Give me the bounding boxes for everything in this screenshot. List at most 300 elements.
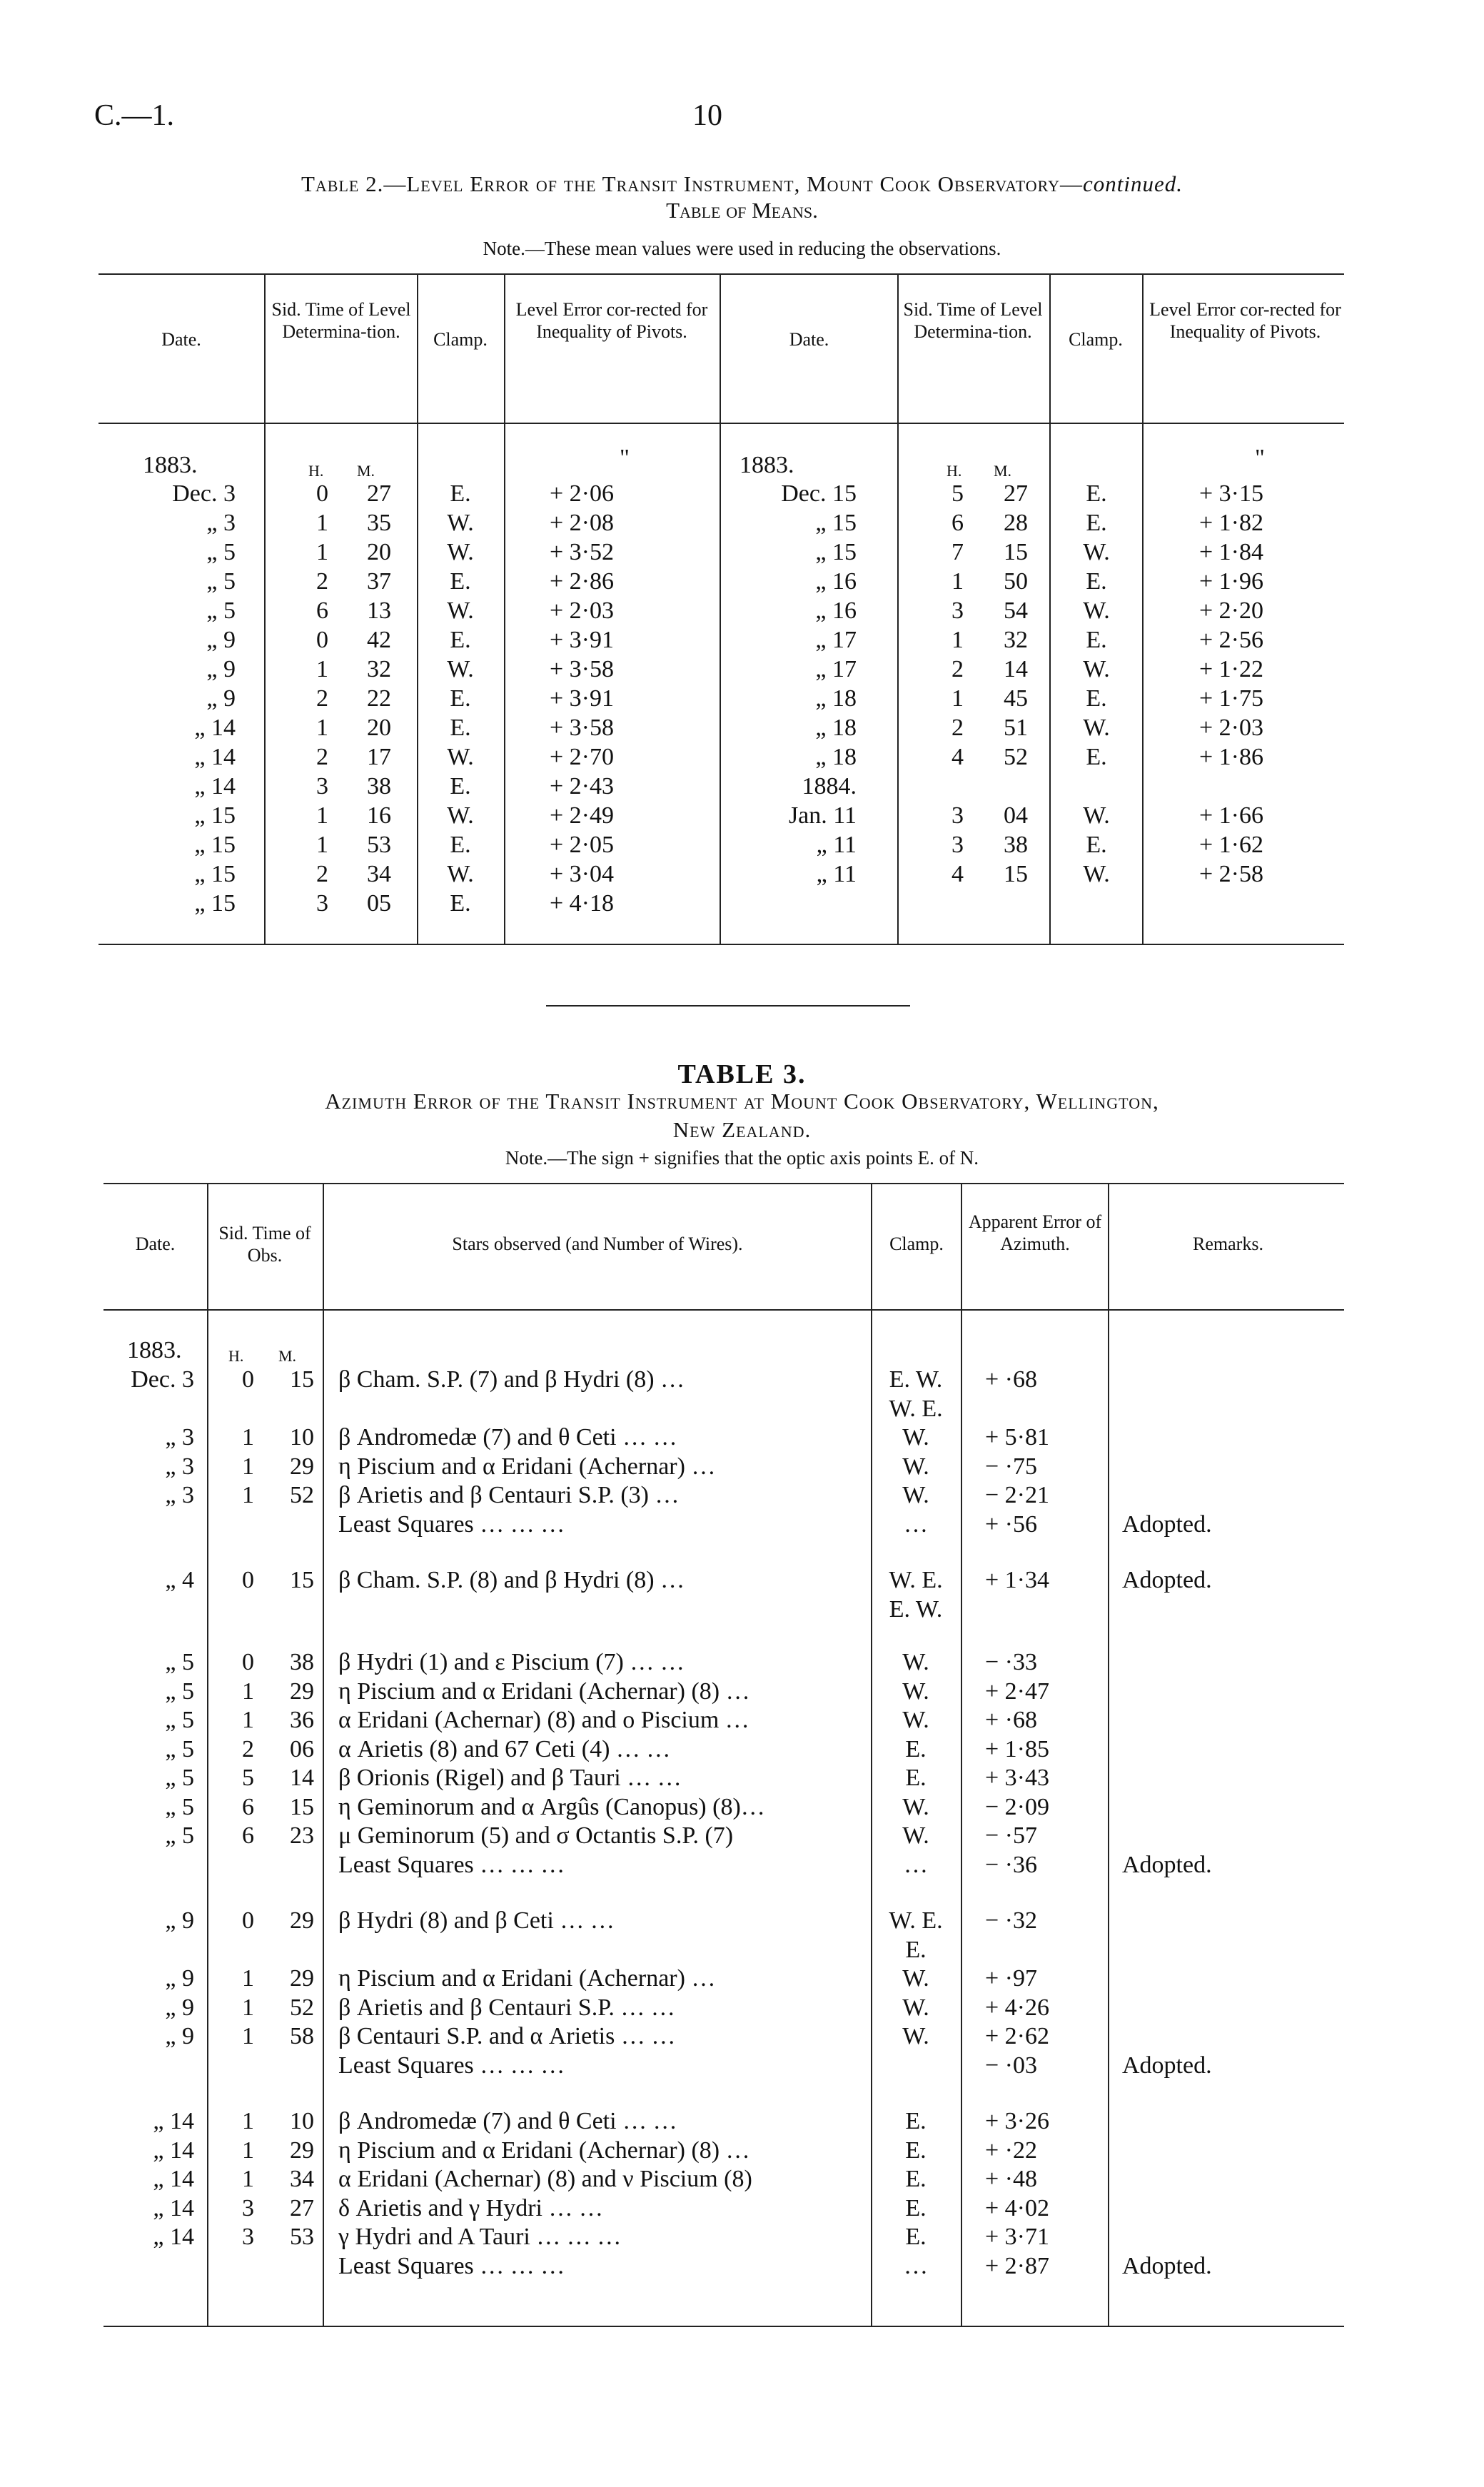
table3-row-minutes: 10 <box>290 2108 314 2134</box>
table3-row-hours: 1 <box>242 1453 254 1480</box>
table2-header-sid-time: Sid. Time of Level Determina-tion. <box>903 299 1043 342</box>
table2-row-clamp: W. <box>1083 597 1110 624</box>
table2-row-minutes: 37 <box>367 568 391 595</box>
table3-row-minutes: 06 <box>290 1735 314 1762</box>
table3-row-date: „ 14 <box>153 2224 194 2250</box>
table2-row-minutes: 35 <box>367 510 391 536</box>
table3-row-stars: β Andromedæ (7) and θ Ceti … … <box>338 2108 677 2134</box>
table3-row-clamp: E. <box>905 1765 927 1791</box>
table2-row-level-error: + 2·70 <box>550 744 614 770</box>
table3-row-apparent-error: − 2·09 <box>985 1793 1049 1820</box>
table3-row-stars: η Piscium and α Eridani (Achernar) … <box>338 1965 716 1992</box>
table2-divider <box>417 273 418 944</box>
table2-row-hours: 2 <box>952 656 964 682</box>
table2-row-date: „ 16 <box>815 597 857 624</box>
table3-row-minutes: 29 <box>290 1965 314 1992</box>
table2-row-date: „ 15 <box>815 539 857 565</box>
table2-row-minutes: 22 <box>367 685 391 712</box>
table2-divider <box>1049 273 1051 944</box>
table3-row-apparent-error: + ·56 <box>985 1510 1037 1538</box>
table3-row-date: „ 5 <box>165 1765 194 1791</box>
table2-row-level-error: + 2·03 <box>550 597 614 624</box>
table3-unit-minutes: M. <box>278 1347 297 1365</box>
table2-row-minutes: 15 <box>1004 861 1028 887</box>
table2-unit-seconds: " <box>1255 445 1265 471</box>
table2-row-level-error: + 1·82 <box>1199 510 1263 536</box>
table2-row-level-error: + 3·91 <box>550 685 614 712</box>
table2-row-minutes: 05 <box>367 890 391 917</box>
table3-row-apparent-error: + 2·87 <box>985 2252 1049 2279</box>
table3-row-clamp: E. <box>905 1936 927 1963</box>
table3-header-date: Date. <box>135 1234 176 1254</box>
table2-year: 1883. <box>143 452 198 478</box>
table3-title: TABLE 3. <box>677 1059 807 1089</box>
table3-row-clamp: W. <box>902 1424 929 1451</box>
table3-row-minutes: 23 <box>290 1822 314 1849</box>
table3-row-date: „ 9 <box>165 1994 194 2021</box>
table2-row-clamp: W. <box>1083 656 1110 682</box>
table3-row-clamp: E. <box>905 2166 927 2192</box>
table3-row-stars: η Piscium and α Eridani (Achernar) … <box>338 1453 716 1480</box>
table2-row-level-error: + 2·43 <box>550 773 614 799</box>
table3-row-clamp: W. <box>902 2023 929 2049</box>
table3-row-apparent-error: + 2·62 <box>985 2023 1049 2049</box>
table3-top-rule <box>104 1183 1344 1184</box>
table2-row-level-error: + 1·75 <box>1199 685 1263 712</box>
table3-row-minutes: 58 <box>290 2023 314 2049</box>
table2-row-level-error: + 2·03 <box>1199 715 1263 741</box>
table2-row-level-error: + 2·86 <box>550 568 614 595</box>
table2-title-suffix: continued. <box>1083 171 1183 196</box>
table3-row-date: „ 5 <box>165 1735 194 1762</box>
table2-row-clamp: E. <box>1086 832 1107 858</box>
table3-row-remark: Adopted. <box>1122 1851 1212 1878</box>
table3-row-minutes: 29 <box>290 1453 314 1480</box>
table2-row-level-error: + 3·91 <box>550 627 614 653</box>
table2-divider <box>1142 273 1144 944</box>
table2-row-level-error: + 2·05 <box>550 832 614 858</box>
table3-row-minutes: 29 <box>290 1907 314 1934</box>
table2-row-minutes: 13 <box>367 597 391 624</box>
table3-row-apparent-error: + 1·85 <box>985 1735 1049 1762</box>
table2-row-date: „ 5 <box>206 597 236 624</box>
table3-row-apparent-error: + 1·34 <box>985 1567 1049 1593</box>
table3-row-clamp: W. <box>902 1994 929 2021</box>
table2-title-prefix: Table 2.—Level Error of the Transit Instrument, Mount Cook Observatory— <box>301 171 1084 196</box>
table2-row-date: Dec. 3 <box>172 480 236 507</box>
table3-row-minutes: 53 <box>290 2224 314 2250</box>
table2-row-clamp: W. <box>447 861 474 887</box>
table3-row-minutes: 15 <box>290 1567 314 1593</box>
table2-row-level-error: + 2·49 <box>550 802 614 829</box>
table3-row-minutes: 14 <box>290 1765 314 1791</box>
table2-row-minutes: 14 <box>1004 656 1028 682</box>
table3-row-apparent-error: + ·68 <box>985 1707 1037 1733</box>
table2-row-clamp: W. <box>447 597 474 624</box>
table2-row-hours: 1 <box>316 539 328 565</box>
table3-row-date: „ 5 <box>165 1649 194 1675</box>
table2-row-clamp: W. <box>1083 539 1110 565</box>
table3-header-apparent-error: Apparent Error of Azimuth. <box>968 1211 1102 1254</box>
table3-row-date: „ 9 <box>165 2023 194 2049</box>
table2-row-clamp: E. <box>450 773 471 799</box>
table2-row-hours: 5 <box>952 480 964 507</box>
table3-row-stars: η Geminorum and α Argûs (Canopus) (8)… <box>338 1793 765 1820</box>
table2-row-hours: 3 <box>952 802 964 829</box>
table3-divider <box>1108 1183 1109 2326</box>
table2-row-clamp: W. <box>447 656 474 682</box>
table3-row-hours: 3 <box>242 2194 254 2221</box>
table2-row-clamp: W. <box>1083 715 1110 741</box>
table2-row-hours: 1 <box>316 715 328 741</box>
table2-row-date: „ 9 <box>206 685 236 712</box>
table2-divider <box>504 273 505 944</box>
table3-row-apparent-error: − ·36 <box>985 1851 1037 1878</box>
table2-row-minutes: 20 <box>367 715 391 741</box>
table3-row-apparent-error: + 3·26 <box>985 2108 1049 2134</box>
table2-row-clamp: E. <box>450 568 471 595</box>
table2-row-date: 1884. <box>802 773 857 799</box>
table2-row-minutes: 27 <box>1004 480 1028 507</box>
table2-row-level-error: + 1·96 <box>1199 568 1263 595</box>
table2-row-date: „ 5 <box>206 539 236 565</box>
table3-row-stars: β Arietis and β Centauri S.P. … … <box>338 1994 675 2021</box>
table2-row-hours: 1 <box>952 568 964 595</box>
table2-row-level-error: + 3·04 <box>550 861 614 887</box>
table2-row-hours: 3 <box>316 890 328 917</box>
table3-row-date: „ 5 <box>165 1793 194 1820</box>
table2-row-date: Jan. 11 <box>788 802 857 829</box>
table3-row-date: „ 4 <box>165 1567 194 1593</box>
table3-row-clamp: W. <box>902 1707 929 1733</box>
table2-row-date: „ 9 <box>206 656 236 682</box>
table2-row-date: „ 17 <box>815 627 857 653</box>
table2-row-hours: 7 <box>952 539 964 565</box>
table3-row-apparent-error: − 2·21 <box>985 1482 1049 1508</box>
table3-row-clamp: W. <box>902 1482 929 1508</box>
table2-row-date: „ 15 <box>815 510 857 536</box>
table2-header-level-error: Level Error cor-rected for Inequality of Pivots. <box>515 299 708 342</box>
table3-row-stars: η Piscium and α Eridani (Achernar) (8) … <box>338 2137 750 2164</box>
table2-row-minutes: 17 <box>367 744 391 770</box>
table3-row-date: „ 14 <box>153 2194 194 2221</box>
table2-row-minutes: 42 <box>367 627 391 653</box>
table3-row-stars: Least Squares … … … <box>338 1851 565 1878</box>
table2-row-hours: 1 <box>316 832 328 858</box>
table3-row-date: „ 14 <box>153 2166 194 2192</box>
table3-row-clamp: E. W. <box>889 1595 943 1623</box>
table2-row-minutes: 45 <box>1004 685 1028 712</box>
table3-row-apparent-error: + ·48 <box>985 2166 1037 2192</box>
table2-row-hours: 0 <box>316 627 328 653</box>
table2-row-minutes: 04 <box>1004 802 1028 829</box>
table3-row-hours: 0 <box>242 1366 254 1393</box>
table3-row-apparent-error: + 5·81 <box>985 1424 1049 1451</box>
table2-row-hours: 6 <box>316 597 328 624</box>
table3-row-stars: β Orionis (Rigel) and β Tauri … … <box>338 1765 682 1791</box>
table3-row-clamp: … <box>904 1510 928 1538</box>
table2-header-sid-time: Sid. Time of Level Determina-tion. <box>271 299 411 342</box>
table3-row-hours: 1 <box>242 1707 254 1733</box>
table3-row-hours: 1 <box>242 1678 254 1705</box>
table2-bottom-rule <box>99 944 1344 945</box>
table2-unit-minutes: M. <box>357 462 375 480</box>
table3-row-minutes: 27 <box>290 2194 314 2221</box>
table2-row-minutes: 27 <box>367 480 391 507</box>
table3-row-apparent-error: + 3·71 <box>985 2224 1049 2250</box>
table2-header-rule <box>99 423 1344 424</box>
table3-row-stars: β Arietis and β Centauri S.P. (3) … <box>338 1482 680 1508</box>
table3-row-stars: α Arietis (8) and 67 Ceti (4) … … <box>338 1735 671 1762</box>
table3-divider <box>323 1183 324 2326</box>
table3-row-clamp: W. <box>902 1793 929 1820</box>
table3-row-minutes: 15 <box>290 1793 314 1820</box>
table2-row-hours: 4 <box>952 861 964 887</box>
table3-row-date: Dec. 3 <box>131 1366 194 1393</box>
table2-row-level-error: + 1·84 <box>1199 539 1263 565</box>
table3-row-clamp: W. <box>902 1965 929 1992</box>
table2-row-level-error: + 1·62 <box>1199 832 1263 858</box>
table2-header-date: Date. <box>161 329 201 350</box>
table2-row-minutes: 34 <box>367 861 391 887</box>
table2-row-hours: 1 <box>316 656 328 682</box>
table2-row-hours: 2 <box>316 744 328 770</box>
table2-row-date: „ 15 <box>194 832 236 858</box>
table2-row-date: „ 15 <box>194 890 236 917</box>
table2-row-date: „ 17 <box>815 656 857 682</box>
table2-row-clamp: E. <box>1086 480 1107 507</box>
table3-row-clamp: E. <box>905 2137 927 2164</box>
table2-row-hours: 1 <box>316 802 328 829</box>
table3-row-remark: Adopted. <box>1122 1567 1212 1593</box>
table2-row-minutes: 15 <box>1004 539 1028 565</box>
table3-row-hours: 3 <box>242 2224 254 2250</box>
table3-row-clamp: E. <box>905 2108 927 2134</box>
table2-row-clamp: E. <box>1086 744 1107 770</box>
table3-row-clamp: W. <box>902 1678 929 1705</box>
table2-row-clamp: W. <box>447 539 474 565</box>
table3-row-hours: 1 <box>242 1965 254 1992</box>
table2-row-date: „ 5 <box>206 568 236 595</box>
table3-row-apparent-error: − ·33 <box>985 1649 1037 1675</box>
table2-row-clamp: W. <box>1083 802 1110 829</box>
table2-row-minutes: 52 <box>1004 744 1028 770</box>
table3-row-stars: η Piscium and α Eridani (Achernar) (8) … <box>338 1678 750 1705</box>
table3-row-stars: β Cham. S.P. (7) and β Hydri (8) … <box>338 1366 685 1393</box>
table3-row-apparent-error: + 4·02 <box>985 2194 1049 2221</box>
table2-row-clamp: W. <box>447 744 474 770</box>
table2-row-date: „ 14 <box>194 715 236 741</box>
table2-row-clamp: E. <box>450 480 471 507</box>
table3-row-stars: δ Arietis and γ Hydri … … <box>338 2194 603 2221</box>
table2-row-level-error: + 2·58 <box>1199 861 1263 887</box>
table3-row-minutes: 15 <box>290 1366 314 1393</box>
table2-row-date: „ 14 <box>194 773 236 799</box>
table3-row-stars: μ Geminorum (5) and σ Octantis S.P. (7) <box>338 1822 734 1849</box>
table2-row-level-error: + 4·18 <box>550 890 614 917</box>
table2-row-hours: 6 <box>952 510 964 536</box>
table2-row-minutes: 53 <box>367 832 391 858</box>
table3-row-date: „ 14 <box>153 2108 194 2134</box>
table2-row-hours: 4 <box>952 744 964 770</box>
table3-row-stars: α Eridani (Achernar) (8) and ν Piscium (8) <box>338 2166 752 2192</box>
table3-row-minutes: 29 <box>290 2137 314 2164</box>
table3-row-hours: 1 <box>242 1994 254 2021</box>
table3-divider <box>207 1183 208 2326</box>
table2-row-level-error: + 1·86 <box>1199 744 1263 770</box>
table2-row-date: „ 15 <box>194 802 236 829</box>
table3-row-apparent-error: + ·68 <box>985 1366 1037 1393</box>
table3-header-rule <box>104 1309 1344 1311</box>
table2-row-clamp: W. <box>447 510 474 536</box>
table3-row-stars: Least Squares … … … <box>338 1510 565 1538</box>
table2-row-clamp: E. <box>1086 568 1107 595</box>
table2-row-minutes: 50 <box>1004 568 1028 595</box>
table2-header-clamp: Clamp. <box>1069 329 1123 350</box>
table2-row-hours: 2 <box>316 568 328 595</box>
table3-row-hours: 6 <box>242 1793 254 1820</box>
table3-row-minutes: 10 <box>290 1424 314 1451</box>
table3-row-hours: 0 <box>242 1567 254 1593</box>
table2-row-clamp: E. <box>450 832 471 858</box>
table3-row-minutes: 38 <box>290 1649 314 1675</box>
table3-row-minutes: 52 <box>290 1994 314 2021</box>
table3-row-stars: β Centauri S.P. and α Arietis … … <box>338 2023 676 2049</box>
table2-row-minutes: 51 <box>1004 715 1028 741</box>
table3-bottom-rule <box>104 2326 1344 2327</box>
table3-row-stars: γ Hydri and A Tauri … … … <box>338 2224 622 2250</box>
table2-row-level-error: + 1·66 <box>1199 802 1263 829</box>
table3-row-clamp: W. E. <box>889 1907 943 1934</box>
table2-unit-seconds: " <box>620 445 630 471</box>
table3-row-clamp: … <box>904 2252 928 2279</box>
table2-year: 1883. <box>740 452 794 478</box>
table3-row-hours: 0 <box>242 1649 254 1675</box>
table2-row-hours: 0 <box>316 480 328 507</box>
table2-row-clamp: E. <box>1086 510 1107 536</box>
table3-row-date: „ 3 <box>165 1482 194 1508</box>
table2-header-clamp: Clamp. <box>433 329 488 350</box>
table2-row-date: Dec. 15 <box>781 480 857 507</box>
table3-row-minutes: 29 <box>290 1678 314 1705</box>
table3-row-hours: 1 <box>242 2108 254 2134</box>
table3-row-clamp: W. E. <box>889 1567 943 1593</box>
table3-header-remarks: Remarks. <box>1193 1234 1263 1254</box>
table3-row-hours: 0 <box>242 1907 254 1934</box>
table2-row-minutes: 28 <box>1004 510 1028 536</box>
table3-header-stars: Stars observed (and Number of Wires). <box>452 1234 743 1254</box>
table3-subtitle-line1: Azimuth Error of the Transit Instrument at Mount Cook Observatory, Wellington, <box>325 1089 1159 1114</box>
table2-row-level-error: + 2·08 <box>550 510 614 536</box>
table3-row-remark: Adopted. <box>1122 1510 1212 1538</box>
table3-row-date: „ 5 <box>165 1822 194 1849</box>
table3-row-apparent-error: + 3·43 <box>985 1765 1049 1791</box>
page-number: 10 <box>692 99 722 132</box>
table3-row-minutes: 36 <box>290 1707 314 1733</box>
table3-row-date: „ 5 <box>165 1707 194 1733</box>
table2-row-date: „ 18 <box>815 715 857 741</box>
table3-row-clamp: W. <box>902 1453 929 1480</box>
table3-row-apparent-error: + 2·47 <box>985 1678 1049 1705</box>
table3-row-hours: 6 <box>242 1822 254 1849</box>
table2-row-minutes: 38 <box>367 773 391 799</box>
table2-row-date: „ 18 <box>815 685 857 712</box>
table2-note: Note.—These mean values were used in reducing the observations. <box>483 238 1001 259</box>
table3-row-date: „ 14 <box>153 2137 194 2164</box>
table2-top-rule <box>99 273 1344 275</box>
table2-row-date: „ 15 <box>194 861 236 887</box>
table2-row-level-error: + 1·22 <box>1199 656 1263 682</box>
table3-unit-hours: H. <box>228 1347 244 1365</box>
table2-row-date: „ 14 <box>194 744 236 770</box>
table2-row-hours: 1 <box>952 627 964 653</box>
section-separator <box>546 1005 910 1007</box>
table3-row-date: „ 9 <box>165 1965 194 1992</box>
table3-row-hours: 1 <box>242 1424 254 1451</box>
table3-year: 1883. <box>127 1337 182 1363</box>
table2-row-clamp: W. <box>1083 861 1110 887</box>
table2-row-hours: 2 <box>316 861 328 887</box>
table3-row-remark: Adopted. <box>1122 2052 1212 2079</box>
table2-row-clamp: E. <box>450 685 471 712</box>
table3-row-stars: β Andromedæ (7) and θ Ceti … … <box>338 1424 677 1451</box>
table2-unit-hours: H. <box>308 462 324 480</box>
table3-row-stars: β Hydri (1) and ε Piscium (7) … … <box>338 1649 685 1675</box>
table2-divider <box>897 273 899 944</box>
table3-row-hours: 1 <box>242 1482 254 1508</box>
table3-row-clamp: W. <box>902 1649 929 1675</box>
table2-row-level-error: + 2·06 <box>550 480 614 507</box>
table3-row-hours: 1 <box>242 2166 254 2192</box>
table3-subtitle-line2: New Zealand. <box>672 1117 812 1142</box>
table3-divider <box>871 1183 872 2326</box>
table2-row-hours: 2 <box>316 685 328 712</box>
table3-row-apparent-error: + 4·26 <box>985 1994 1049 2021</box>
table2-row-hours: 1 <box>952 685 964 712</box>
table2-row-clamp: E. <box>450 627 471 653</box>
table3-row-apparent-error: + ·97 <box>985 1965 1037 1992</box>
table2-header-date: Date. <box>789 329 829 350</box>
table2-row-minutes: 54 <box>1004 597 1028 624</box>
table3-header-sid-time: Sid. Time of Obs. <box>218 1223 311 1266</box>
table3-row-stars: β Hydri (8) and β Ceti … … <box>338 1907 615 1934</box>
table2-row-clamp: E. <box>450 715 471 741</box>
table3-note: Note.—The sign + signifies that the optic axis points E. of N. <box>505 1147 979 1169</box>
table3-row-date: „ 3 <box>165 1453 194 1480</box>
table2-unit-minutes: M. <box>994 462 1012 480</box>
table3-row-hours: 2 <box>242 1735 254 1762</box>
table3-row-clamp: W. <box>902 1822 929 1849</box>
table2-row-minutes: 32 <box>1004 627 1028 653</box>
table3-row-stars: β Cham. S.P. (8) and β Hydri (8) … <box>338 1567 685 1593</box>
table3-row-date: „ 5 <box>165 1678 194 1705</box>
table2-row-level-error: + 2·20 <box>1199 597 1263 624</box>
table2-row-date: „ 18 <box>815 744 857 770</box>
table2-row-clamp: E. <box>450 890 471 917</box>
table3-row-apparent-error: − ·32 <box>985 1907 1037 1934</box>
table2-row-minutes: 32 <box>367 656 391 682</box>
table3-row-minutes: 34 <box>290 2166 314 2192</box>
table3-row-clamp: … <box>904 1851 928 1878</box>
table3-row-hours: 1 <box>242 2023 254 2049</box>
table2-row-hours: 1 <box>316 510 328 536</box>
table3-row-date: „ 3 <box>165 1424 194 1451</box>
table2-row-level-error: + 3·58 <box>550 656 614 682</box>
table3-row-apparent-error: − ·03 <box>985 2052 1037 2079</box>
table2-title <box>0 171 1484 197</box>
table2-row-level-error: + 3·52 <box>550 539 614 565</box>
table3-row-apparent-error: − ·75 <box>985 1453 1037 1480</box>
